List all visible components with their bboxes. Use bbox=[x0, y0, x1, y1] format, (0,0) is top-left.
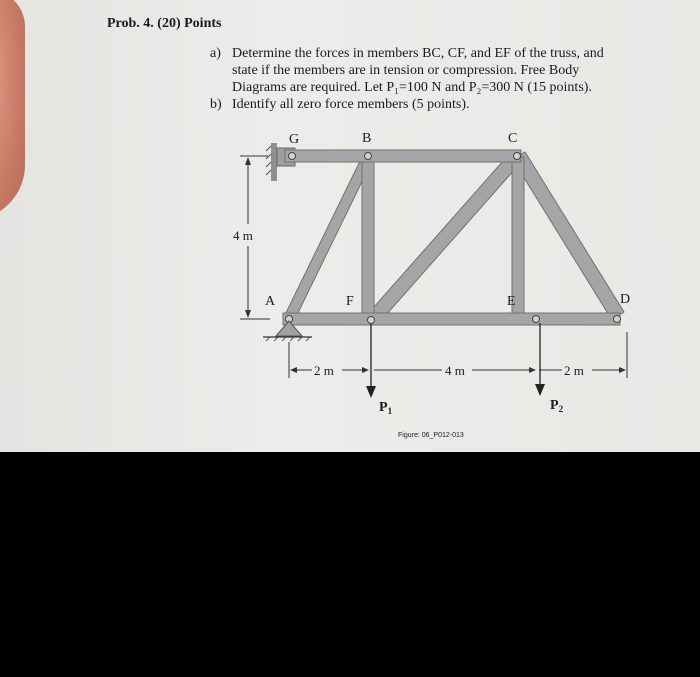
part-b-text: Identify all zero force members (5 points). bbox=[232, 97, 470, 112]
load-arrow-P1 bbox=[366, 324, 376, 398]
dim-label-2: 4 m bbox=[445, 363, 465, 378]
part-a-line-2: state if the members are in tension or compression. Free Body bbox=[232, 63, 580, 78]
part-b-label: b) bbox=[210, 97, 222, 112]
member-GC bbox=[285, 150, 521, 162]
figure-caption: Figure: 06_P012-013 bbox=[398, 432, 464, 439]
part-a-label: a) bbox=[210, 46, 221, 61]
node-label-C: C bbox=[508, 131, 518, 146]
node-label-E: E bbox=[507, 294, 516, 309]
member-CD bbox=[513, 152, 624, 320]
node-label-A: A bbox=[265, 294, 276, 309]
node-label-D: D bbox=[620, 292, 631, 307]
load-label-P2: $P_2$ bbox=[550, 398, 564, 414]
member-BF bbox=[362, 157, 374, 320]
part-a-line-1: Determine the forces in members BC, CF, and EF of the truss, and bbox=[232, 46, 604, 61]
node-label-B: B bbox=[362, 131, 372, 146]
load-label-P1: $P_1$ bbox=[379, 400, 393, 416]
load-arrow-P2 bbox=[535, 323, 545, 396]
dim-label-1: 2 m bbox=[314, 363, 334, 378]
pin-G bbox=[289, 153, 296, 160]
member-AB bbox=[283, 157, 374, 319]
pin-B bbox=[365, 153, 372, 160]
node-label-F: F bbox=[346, 294, 354, 309]
problem-title: Prob. 4. (20) Points bbox=[107, 16, 222, 31]
part-a-line-3: Diagrams are required. Let P₁=100 N and P₂=300 N (15 points). bbox=[232, 80, 592, 95]
pin-C bbox=[514, 153, 521, 160]
pin-D bbox=[614, 316, 621, 323]
node-label-G: G bbox=[289, 132, 300, 147]
pin-F bbox=[368, 317, 375, 324]
member-AD bbox=[283, 313, 620, 325]
pin-E bbox=[533, 316, 540, 323]
member-FC bbox=[366, 152, 523, 324]
height-label: 4 m bbox=[233, 228, 253, 243]
dim-label-3: 2 m bbox=[564, 363, 584, 378]
